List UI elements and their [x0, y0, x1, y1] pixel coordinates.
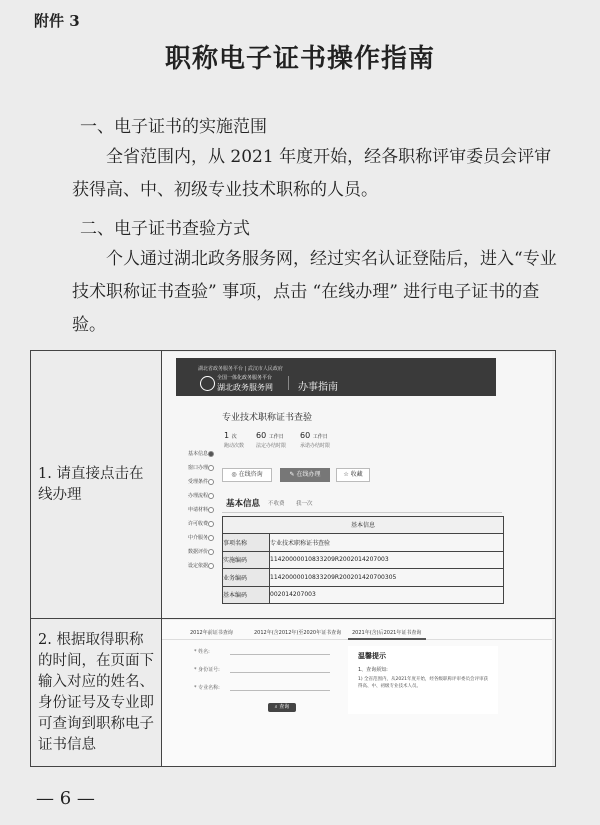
radio-dot-icon — [208, 451, 214, 457]
top-links: 湖北省政务服务平台 | 武汉市人民政府 — [198, 365, 283, 372]
tips-subtitle: 1、查询须知: — [358, 666, 388, 673]
basic-info-table — [222, 516, 504, 605]
table-row — [223, 586, 504, 604]
brand-name[interactable]: 湖北政务服务网 — [217, 382, 273, 392]
section-text-verify: 个人通过湖北政务服务网，经过实名认证登陆后，进入“专业技术职称证书查验” 事项，点击 “在线办理” 进行电子证书的查验。 — [72, 249, 557, 335]
row-value: 11420000010833209R200201420700305 — [270, 569, 504, 587]
stat-visits-label: 跑动次数 — [224, 442, 245, 449]
radio-dot-icon — [208, 465, 214, 471]
guide-table — [30, 350, 556, 767]
sidebar-item-process[interactable]: 办理流程 — [188, 492, 209, 499]
step-1-text: 1. 请直接点击在线办理 — [31, 351, 162, 619]
query-page-screenshot — [162, 620, 552, 766]
attachment-label: 附件 3 — [34, 12, 80, 30]
row-value: 1142000001083320​9R2002014207003 — [270, 551, 504, 569]
step-2-text: 2. 根据取得职称的时间，在页面下输入对应的姓名、身份证号及专业即可查询到职称电子证书信息 — [31, 619, 162, 767]
active-tab-indicator — [348, 638, 426, 640]
basic-info-tab-once[interactable]: 我一次 — [296, 500, 313, 507]
stat-legal-limit-label: 法定办结时限 — [256, 442, 287, 449]
sidebar-item-window[interactable]: 窗口办理 — [188, 464, 209, 471]
table-row — [223, 516, 504, 534]
sidebar-item-conditions[interactable]: 受理条件 — [188, 478, 209, 485]
major-input[interactable] — [230, 690, 330, 691]
sidebar-item-materials[interactable]: 申请材料 — [188, 506, 209, 513]
divider — [222, 512, 502, 513]
major-label: * 专业名称: — [194, 684, 220, 691]
sidebar-item-rating[interactable]: 数据评价 — [188, 548, 209, 555]
emblem-icon — [200, 376, 215, 391]
sidebar-item-fees[interactable]: 许可收费 — [188, 520, 209, 527]
favorite-button[interactable]: ☆ 收藏 — [336, 468, 370, 482]
name-input[interactable] — [230, 654, 330, 655]
row-key: 事项名称 — [223, 534, 270, 552]
stat-visits: 1 次 — [224, 430, 237, 440]
site-header — [176, 358, 496, 396]
stat-promise-limit-label: 承诺办结时限 — [300, 442, 331, 449]
step-2-screenshot-cell — [162, 619, 556, 767]
radio-dot-icon — [208, 521, 214, 527]
tab-after-2021[interactable]: 2021年(含)后2021年证书查询 — [352, 629, 422, 636]
id-number-input[interactable] — [230, 672, 330, 673]
page-title: 职称电子证书操作指南 — [164, 44, 435, 74]
row-key: 实施编码 — [223, 551, 270, 569]
page-number: — 6 — — [36, 788, 95, 809]
table-header: 基本信息 — [223, 516, 504, 534]
name-label: * 姓名: — [194, 648, 210, 655]
tips-panel — [348, 646, 498, 714]
table-row — [31, 619, 556, 767]
table-row — [223, 534, 504, 552]
radio-dot-icon — [208, 507, 214, 513]
table-row — [223, 569, 504, 587]
service-page-screenshot — [162, 352, 552, 618]
section-heading-scope: 一、电子证书的实施范围 — [80, 117, 267, 137]
tab-2012-2020[interactable]: 2012年(含2012年)至2020年证书查询 — [254, 629, 342, 636]
header-divider — [288, 376, 289, 390]
tips-title: 温馨提示 — [358, 651, 386, 660]
section-heading-verify: 二、电子证书查验方式 — [80, 219, 250, 239]
row-value: 002014207003 — [270, 586, 504, 604]
sidebar-item-agency[interactable]: 中介服务 — [188, 534, 209, 541]
table-row — [223, 551, 504, 569]
radio-dot-icon — [208, 535, 214, 541]
nav-guide-title: 办事指南 — [298, 381, 338, 393]
tab-before-2012[interactable]: 2012年前证书查询 — [190, 629, 233, 636]
basic-info-heading: 基本信息 — [226, 498, 261, 509]
row-key: 基本编码 — [223, 586, 270, 604]
online-consult-button[interactable]: ◎ 在线咨询 — [222, 468, 272, 482]
stat-legal-limit: 60 工作日 — [256, 430, 284, 440]
id-number-label: * 身份证号: — [194, 666, 220, 673]
sidebar-item-basic-info[interactable]: 基本信息 — [188, 450, 209, 457]
search-icon: ⌕ — [274, 703, 278, 710]
step-1-screenshot-cell — [162, 351, 556, 619]
row-key: 业务编码 — [223, 569, 270, 587]
radio-dot-icon — [208, 563, 214, 569]
basic-info-tab-fee[interactable]: 不收费 — [268, 500, 285, 507]
tips-body: 1) 全省范围内，从2021年度开始，经各级职称评审委员会评审获得高、中、初级专业技术人员。 — [358, 676, 488, 689]
service-title: 专业技术职称证书查验 — [222, 412, 313, 423]
radio-dot-icon — [208, 493, 214, 499]
radio-dot-icon — [208, 479, 214, 485]
stat-promise-limit: 60 工作日 — [300, 430, 328, 440]
section-text-scope: 全省范围内，从 2021 年度开始，经各职称评审委员会评审获得高、中、初级专业技术职称的人员。 — [72, 147, 552, 200]
online-handle-button[interactable]: ✎ 在线办理 — [280, 468, 330, 482]
radio-dot-icon — [208, 549, 214, 555]
table-row — [31, 351, 556, 619]
sidebar-item-basis[interactable]: 设定依据 — [188, 562, 209, 569]
brand-subtitle: 全国一体化政务服务平台 — [217, 374, 273, 381]
query-button[interactable]: ⌕ 查询 — [268, 703, 296, 712]
row-value: 专业技术职称证书查验 — [270, 534, 504, 552]
